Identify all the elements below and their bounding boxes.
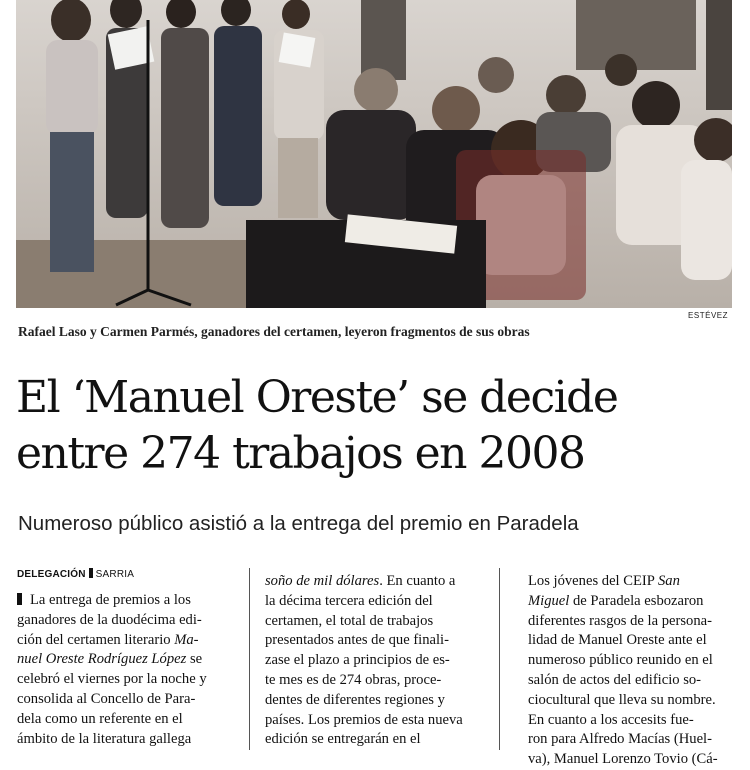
photo-credit: ESTÉVEZ <box>688 311 728 320</box>
text-line: edición se entregarán en el <box>265 731 421 748</box>
byline-section: DELEGACIÓN <box>17 569 86 580</box>
article-column-2 <box>265 572 483 750</box>
paragraph-lead-mark <box>17 593 22 605</box>
subheadline: Numeroso público asistió a la entrega del premio en Paradela <box>18 512 579 535</box>
article-column-3 <box>514 572 732 770</box>
headline <box>16 370 746 482</box>
column-rule <box>499 568 500 750</box>
text-line: presentados antes de que finali- <box>265 632 449 649</box>
italic-title: nuel Oreste Rodríguez López <box>17 651 187 668</box>
text-line: En cuanto a los accesits fue- <box>528 711 694 728</box>
text-line: Los jóvenes del CEIP <box>528 573 658 589</box>
text-line: salón de actos del edificio so- <box>528 671 702 688</box>
article-paragraph <box>514 711 732 770</box>
headline-line-1: El ‘Manuel Oreste’ se decide <box>16 372 618 423</box>
byline <box>17 568 234 581</box>
text-line: certamen, el total de trabajos <box>265 612 434 629</box>
text-line: celebró el viernes por la noche y <box>17 671 207 688</box>
text-line: dela como un referente en el <box>17 710 183 727</box>
text-line: la décima tercera edición del <box>265 592 433 609</box>
text-line: se <box>186 651 203 668</box>
text-line: de Paradela esbozaron <box>569 592 704 609</box>
news-photo <box>16 0 732 308</box>
text-line: te mes es de 274 obras, proce- <box>265 671 442 688</box>
text-line: lidad de Manuel Oreste ante el <box>528 632 707 649</box>
text-line: diferentes rasgos de la persona- <box>528 612 712 629</box>
article-paragraph <box>265 572 483 750</box>
text-line: ron para Alfredo Macías (Huel- <box>528 731 712 748</box>
photo-illustration <box>16 0 732 308</box>
photo-caption: Rafael Laso y Carmen Parmés, ganadores del certamen, leyeron fragmentos de sus obras <box>18 324 530 339</box>
text-line: ción del certamen literario <box>17 631 175 648</box>
text-line: ámbito de la literatura gallega <box>17 730 192 747</box>
text-line: ciocultural que lleva su nombre. <box>528 691 716 708</box>
article-paragraph <box>514 572 732 711</box>
text-line: La entrega de premios a los <box>30 592 191 608</box>
column-rule <box>249 568 250 750</box>
byline-separator <box>89 568 93 578</box>
italic-title: San <box>657 573 680 589</box>
text-line: consolida al Concello de Para- <box>17 690 196 707</box>
text-line: numeroso público reunido en el <box>528 652 713 669</box>
article-paragraph <box>17 591 234 749</box>
text-line: zase el plazo a principios de es- <box>265 652 450 669</box>
text-line: dentes de diferentes regiones y <box>265 691 445 708</box>
headline-line-2: entre 274 trabajos en 2008 <box>16 428 585 479</box>
byline-location: SARRIA <box>95 569 135 580</box>
italic-title: soño de mil dólares <box>265 573 380 589</box>
italic-title: Miguel <box>528 592 570 609</box>
article-column-1 <box>17 568 234 749</box>
text-line: . En cuanto a <box>379 573 456 589</box>
text-line: países. Los premios de esta nueva <box>265 711 463 728</box>
text-line: va), Manuel Lorenzo Tovio (Cá- <box>528 751 718 768</box>
italic-title: Ma- <box>174 631 199 648</box>
text-line: ganadores de la duodécima edi- <box>17 611 202 628</box>
